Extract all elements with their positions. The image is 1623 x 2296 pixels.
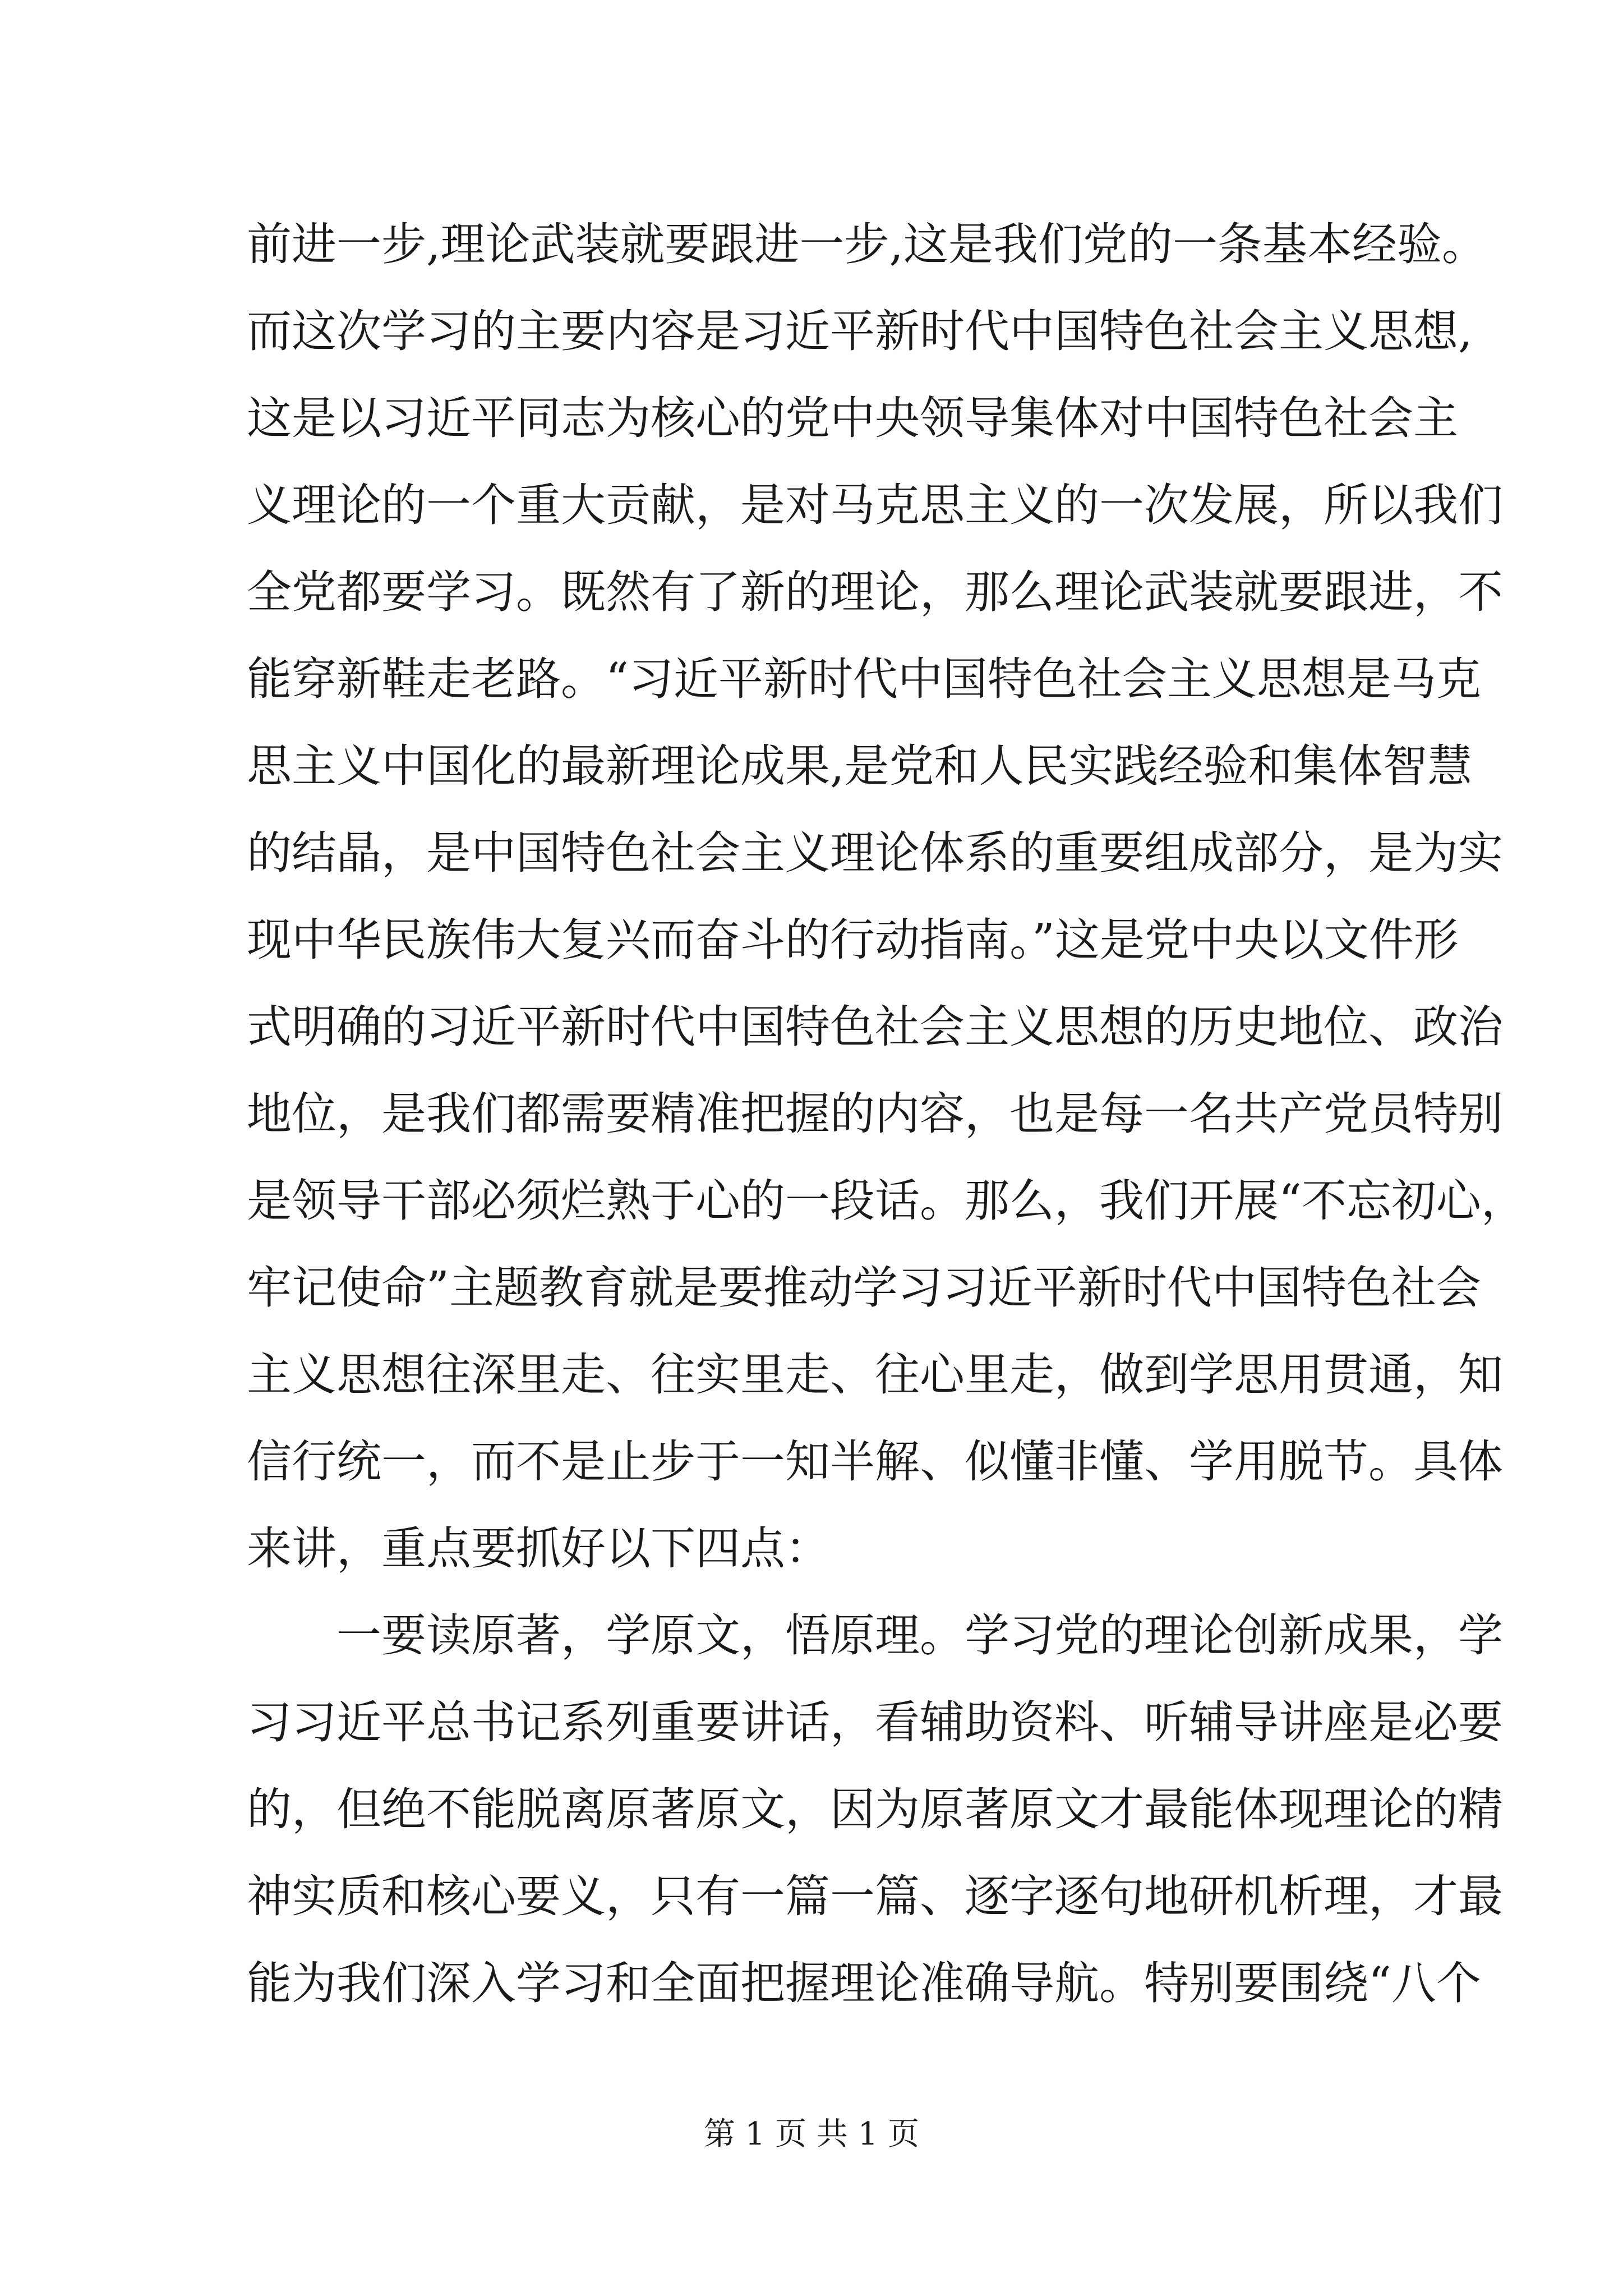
text-line: 来讲，重点要抓好以下四点： xyxy=(247,1522,830,1575)
text-line: 前进一步,理论武装就要跟进一步,这是我们党的一条基本经验。 xyxy=(247,218,1487,270)
text-line: 这是以习近平同志为核心的党中央领导集体对中国特色社会主 xyxy=(247,392,1458,444)
text-line: 全党都要学习。既然有了新的理论，那么理论武装就要跟进，不 xyxy=(247,566,1503,618)
text-line: 现中华民族伟大复兴而奋斗的行动指南。”这是党中央以文件形 xyxy=(247,914,1459,966)
text-line: 信行统一，而不是止步于一知半解、似懂非懂、学用脱节。具体 xyxy=(247,1435,1503,1488)
text-line: 的，但绝不能脱离原著原文，因为原著原文才最能体现理论的精 xyxy=(247,1783,1503,1835)
page-number: 第 1 页 共 1 页 xyxy=(703,2116,920,2152)
text-line: 式明确的习近平新时代中国特色社会主义思想的历史地位、政治 xyxy=(247,1001,1503,1053)
text-line: 义理论的一个重大贡献，是对马克思主义的一次发展，所以我们 xyxy=(247,479,1503,531)
text-line: 习习近平总书记系列重要讲话，看辅助资料、听辅导讲座是必要 xyxy=(247,1696,1503,1749)
text-line: 能穿新鞋走老路。“习近平新时代中国特色社会主义思想是马克 xyxy=(247,653,1481,705)
text-line: 而这次学习的主要内容是习近平新时代中国特色社会主义思想, xyxy=(247,305,1473,357)
body-text xyxy=(247,201,1526,2027)
text-line: 是领导干部必须烂熟于心的一段话。那么，我们开展“不忘初心， xyxy=(247,1175,1526,1227)
text-line: 的结晶，是中国特色社会主义理论体系的重要组成部分，是为实 xyxy=(247,827,1503,879)
text-line: 牢记使命”主题教育就是要推动学习习近平新时代中国特色社会 xyxy=(247,1262,1481,1314)
text-line: 思主义中国化的最新理论成果,是党和人民实践经验和集体智慧 xyxy=(247,740,1473,792)
paragraph-start-line: 一要读原著，学原文，悟原理。学习党的理论创新成果，学 xyxy=(336,1609,1503,1662)
page-footer xyxy=(0,2115,1623,2154)
text-line: 地位，是我们都需要精准把握的内容，也是每一名共产党员特别 xyxy=(247,1088,1503,1140)
text-line: 能为我们深入学习和全面把握理论准确导航。特别要围绕“八个 xyxy=(247,1957,1481,2009)
text-line: 神实质和核心要义，只有一篇一篇、逐字逐句地研机析理，才最 xyxy=(247,1870,1503,1922)
text-line: 主义思想往深里走、往实里走、往心里走，做到学思用贯通，知 xyxy=(247,1349,1503,1401)
